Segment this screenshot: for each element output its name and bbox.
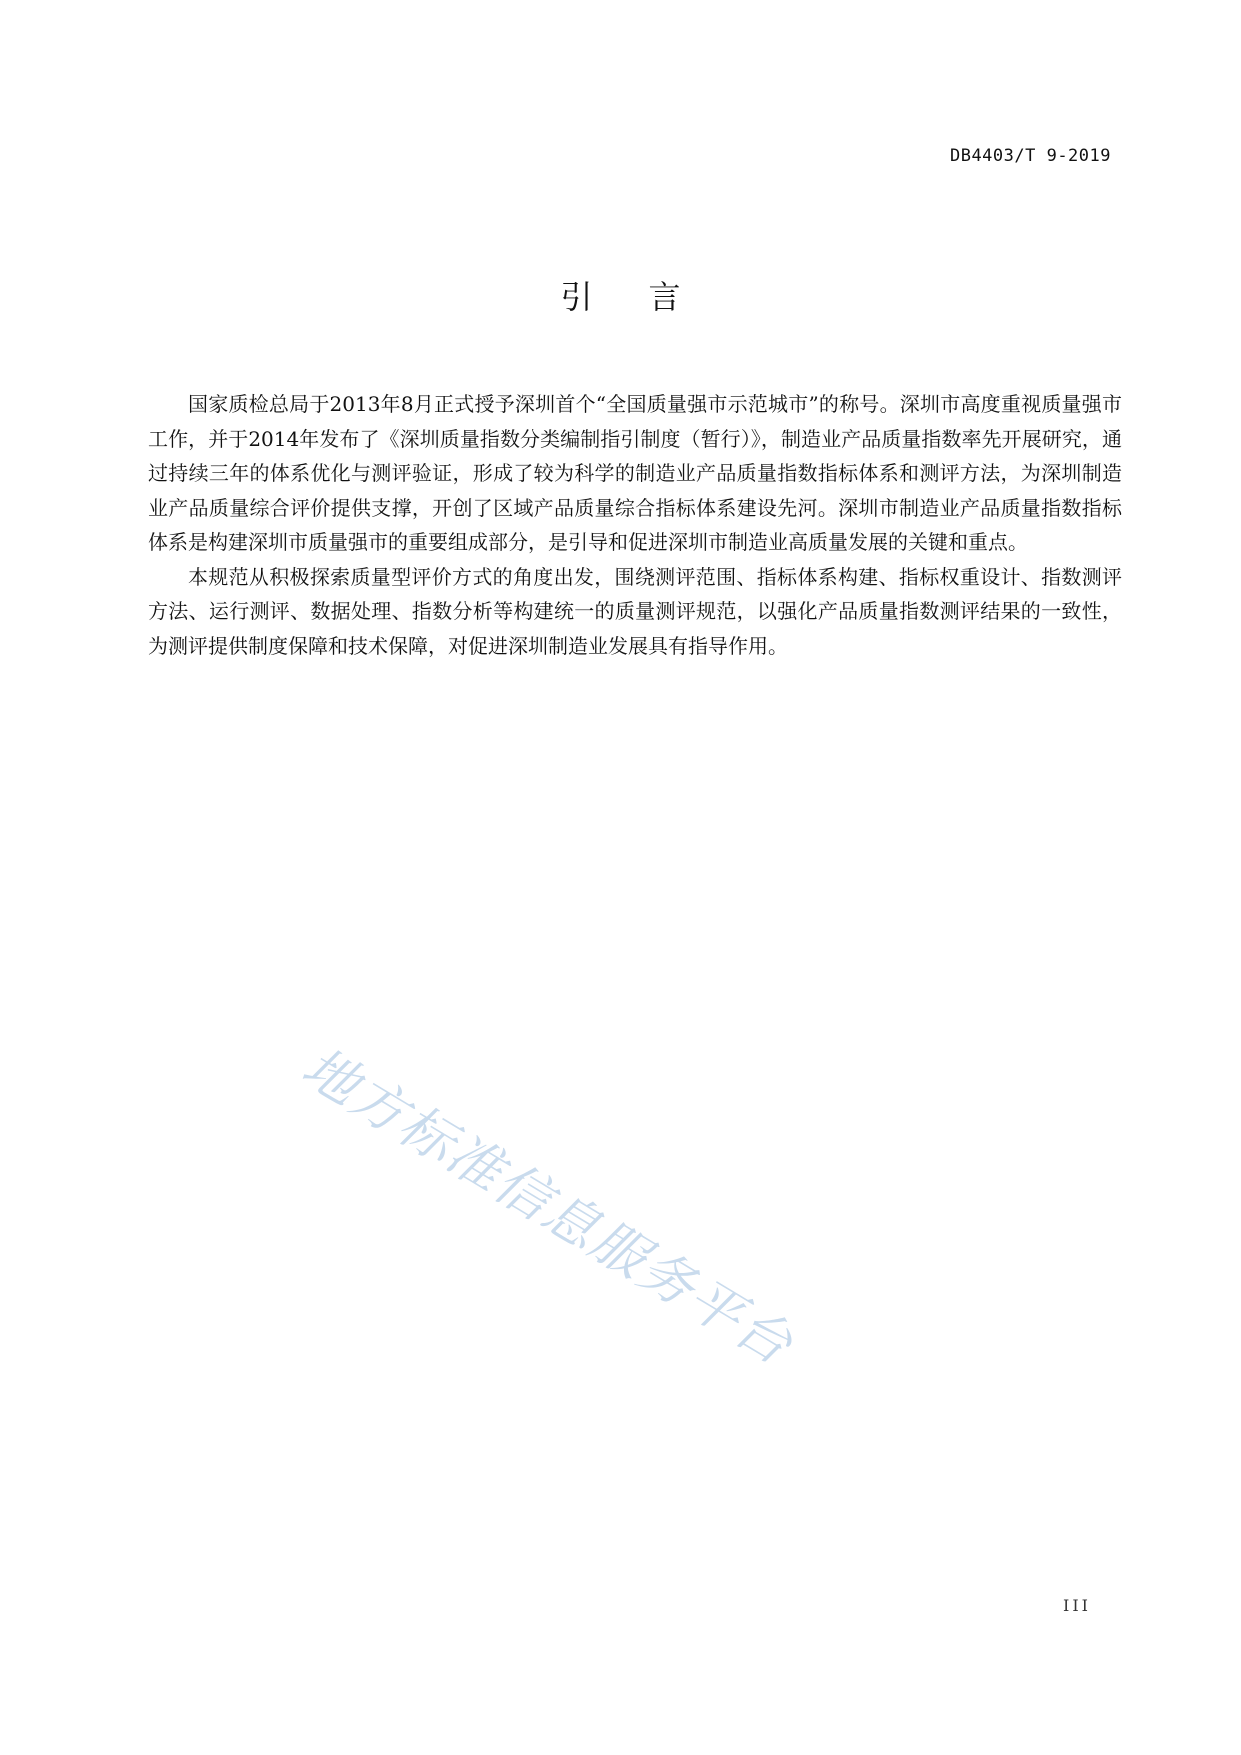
watermark: 地方标准信息服务平台 bbox=[291, 1034, 805, 1378]
paragraph-2: 本规范从积极探索质量型评价方式的角度出发，围绕测评范围、指标体系构建、指标权重设计、指数测评方法、运行测评、数据处理、指数分析等构建统一的质量测评规范，以强化产品质量指数测评结果的一致性，为测评提供制度保障和技术保障，对促进深圳制造业发展具有指导作用。 bbox=[148, 564, 1122, 658]
paragraph-1: 国家质检总局于2013年8月正式授予深圳首个“全国质量强市示范城市”的称号。深圳市高度重视质量强市工作，并于2014年发布了《深圳质量指数分类编制指引制度（暂行）》，制造业产品质量指数率先开展研究，通过持续三年的体系优化与测评验证，形成了较为科学的制造业产品质量指数指标体系和测评方法，为深圳制造业产品质量综合评价提供支撑，开创了区域产品质量综合指标体系建设先河。深圳市制造业产品质量指数指标体系是构建深圳市质量强市的重要组成部分，是引导和促进深圳市制造业高质量发展的关键和重点。 bbox=[148, 392, 1122, 554]
page-number: III bbox=[1063, 1596, 1091, 1615]
standard-code: DB4403/T 9-2019 bbox=[949, 146, 1111, 166]
page-title: 引言 bbox=[560, 278, 737, 316]
body-text bbox=[148, 387, 1122, 663]
